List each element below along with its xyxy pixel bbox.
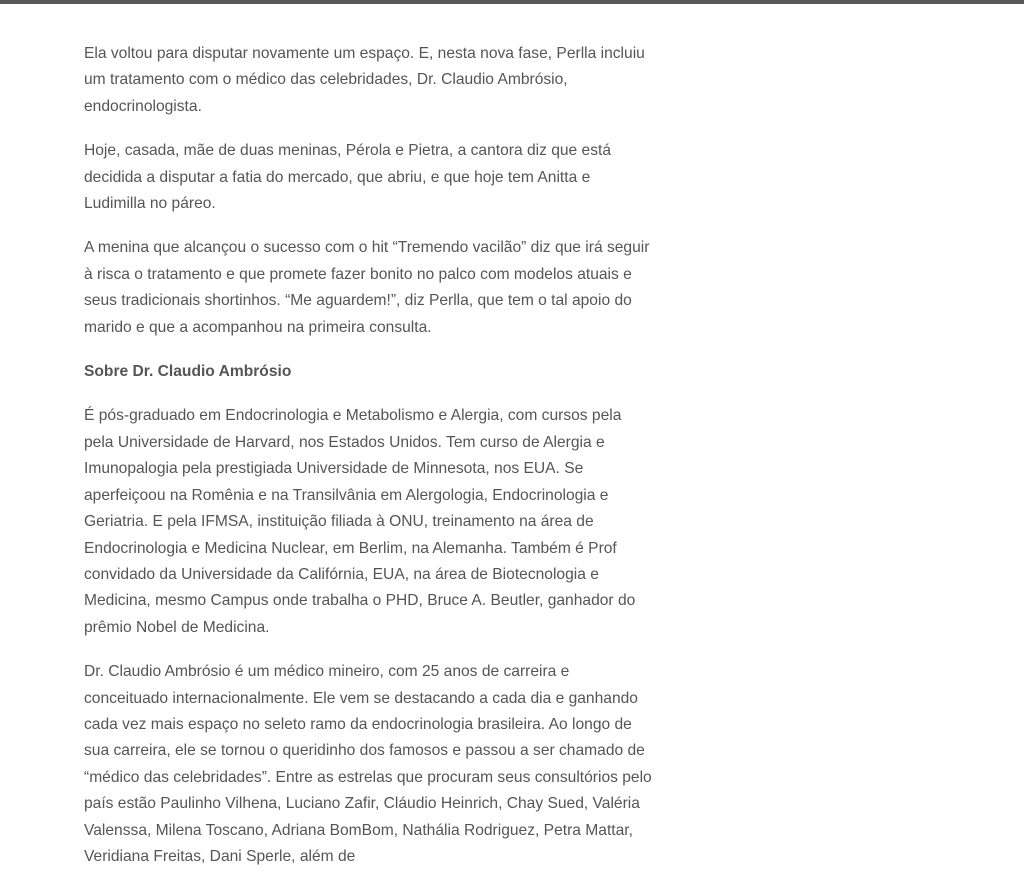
top-border-bar — [0, 0, 1024, 4]
article-body — [84, 41, 652, 888]
article-paragraph-4: É pós-graduado em Endocrinologia e Metabolismo e Alergia, com cursos pela pela Universidade de Harvard, nos Estados Unidos. Tem curso de Alergia e Imunopalogia pela prestigiada Universidade de Minnesota, nos EUA. Se aperfeiçoou na Romênia e na Transilvânia em Alergologia, Endocrinologia e Geriatria. E pela IFMSA, instituição filiada à ONU, treinamento na área de Endocrinologia e Medicina Nuclear, em Berlim, na Alemanha. Também é Prof convidado da Universidade da Califórnia, EUA, na área de Biotecnologia e Medicina, mesmo Campus onde trabalha o PHD, Bruce A. Beutler, ganhador do prêmio Nobel de Medicina. — [84, 407, 636, 636]
article-paragraph-2: Hoje, casada, mãe de duas meninas, Pérola e Pietra, a cantora diz que está decidida a disputar a fatia do mercado, que abriu, e que hoje tem Anitta e Ludimilla no páreo. — [84, 142, 612, 213]
section-heading: Sobre Dr. Claudio Ambrósio — [84, 363, 292, 381]
article-paragraph-3: A menina que alcançou o sucesso com o hit “Tremendo vacilão” diz que irá seguir à risca o tratamento e que promete fazer bonito no palco com modelos atuais e seus tradicionais shortinhos. “Me aguardem!”, diz Perlla, que tem o tal apoio do marido e que a acompanhou na primeira consulta. — [84, 239, 650, 336]
article-paragraph-5: Dr. Claudio Ambrósio é um médico mineiro, com 25 anos de carreira e conceituado internacionalmente. Ele vem se destacando a cada dia e ganhando cada vez mais espaço no seleto ramo da endocrinologia brasileira. Ao longo de sua carreira, ele se tornou o queridinho dos famosos e passou a ser chamado de “médico das celebridades”. Entre as estrelas que procuram seus consultórios pelo país estão Paulinho Vilhena, Luciano Zafir, Cláudio Heinrich, Chay Sued, Valéria Valenssa, Milena Toscano, Adriana BomBom, Nathália Rodriguez, Petra Mattar, Veridiana Freitas, Dani Sperle, além de — [84, 663, 652, 865]
article-paragraph-1: Ela voltou para disputar novamente um espaço. E, nesta nova fase, Perlla incluiu um tratamento com o médico das celebridades, Dr. Claudio Ambrósio, endocrinologista. — [84, 45, 645, 115]
